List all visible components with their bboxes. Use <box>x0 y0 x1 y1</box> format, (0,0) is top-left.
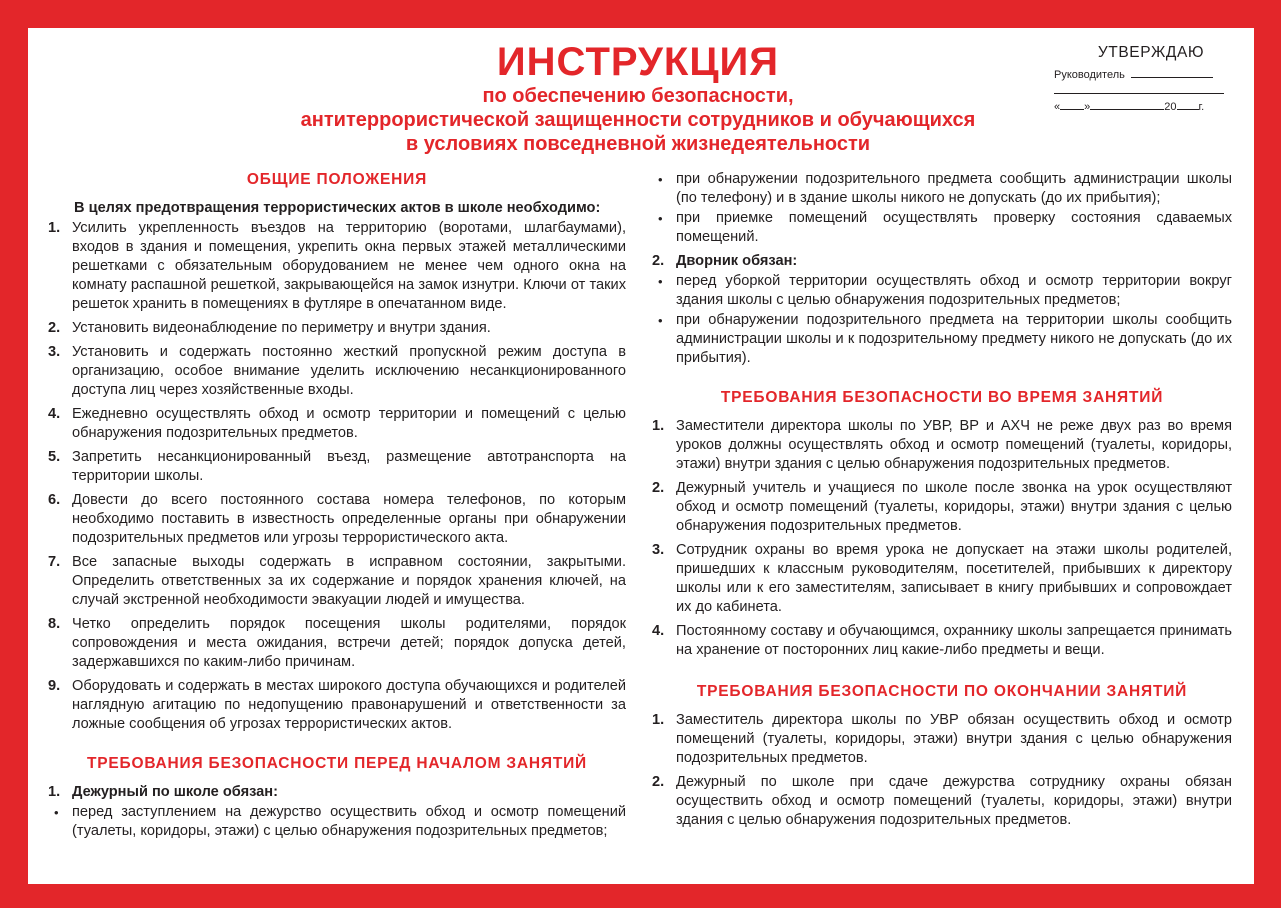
poster-header <box>208 40 1068 156</box>
poster-title: ИНСТРУКЦИЯ <box>496 40 780 84</box>
poster-subtitle-1: по обеспечению безопасности, <box>482 85 794 107</box>
approval-block <box>1054 44 1234 114</box>
before-group1-bullets-right <box>652 170 1232 247</box>
before-group2-num: 2. <box>652 253 665 269</box>
general-item-text: Все запасные выходы содержать в исправном состоянии, закрытыми. Определить ответственных за их содержание и порядок хранения ключей, на случай экстренной необходимости эвакуации людей и имущества. <box>72 554 626 608</box>
approval-name-line <box>1054 82 1234 98</box>
before-group1-bullets-left <box>48 803 626 841</box>
general-item <box>48 343 626 400</box>
after-item <box>652 711 1232 768</box>
bullet-icon: • <box>658 211 663 226</box>
before-group2-bullets <box>652 272 1232 368</box>
general-item <box>48 615 626 672</box>
before-group2-title: Дворник обязан: <box>676 253 798 269</box>
general-item <box>48 553 626 610</box>
approval-title: УТВЕРЖДАЮ <box>1097 44 1205 61</box>
before-group1-bullet-text: перед заступлением на дежурство осуществить обход и осмотр помещений (туалеты, коридоры, этажи) с целью обнаружения подозрительных предметов; <box>72 804 626 839</box>
general-item <box>48 219 626 314</box>
before-group1-title-row <box>48 783 626 802</box>
general-item <box>48 491 626 548</box>
left-column <box>48 170 626 842</box>
general-item-number: 7. <box>48 554 61 570</box>
poster-subtitle-2: антитеррористической защищенности сотрудников и обучающихся <box>300 109 976 131</box>
after-item-number: 1. <box>652 712 665 728</box>
during-item-text: Постоянному составу и обучающимся, охраннику школы запрещается принимать на хранение от посторонних лиц какие-либо предметы и вещи. <box>676 623 1232 658</box>
general-item-number: 3. <box>48 344 61 360</box>
after-item-text: Заместитель директора школы по УВР обязан осуществить обход и осмотр помещений (туалеты, коридоры, этажи) внутри здания с целью обнаружения подозрительных предметов. <box>676 712 1232 766</box>
section-before-heading: ТРЕБОВАНИЯ БЕЗОПАСНОСТИ ПЕРЕД НАЧАЛОМ ЗАНЯТИЙ <box>86 755 587 772</box>
general-item <box>48 319 626 338</box>
general-item <box>48 405 626 443</box>
approval-name-underline <box>1054 82 1224 94</box>
general-item-number: 9. <box>48 678 61 694</box>
general-item-number: 5. <box>48 449 61 465</box>
during-item <box>652 541 1232 617</box>
approval-signature-line <box>1131 66 1213 78</box>
during-list <box>652 417 1232 660</box>
general-item-text: Четко определить порядок посещения школы родителями, порядок сопровождения и места ожидания, встречи детей; порядок допуска детей, задержавшихся по каким-либо причинам. <box>72 616 626 670</box>
during-item <box>652 622 1232 660</box>
during-item-number: 2. <box>652 480 665 496</box>
general-item-text: Усилить укрепленность въездов на территорию (воротами, шлагбаумами), входов в здания и помещения, укрепить окна первых этажей металлическими решетками с обязательным оборудованием не менее чем одного окна на комнату распашной решеткой, закрывающейся на замок изнутри. Ключи от таких решеток хранить в помещениях в футляре в опечатанном виде. <box>72 220 626 312</box>
during-item-text: Сотрудник охраны во время урока не допускает на этажи школы родителей, пришедших к классным руководителям, посетителей, прибывших к директору школы или к его заместителям, записывает в книгу прибывших и сопровождает их до кабинета. <box>676 542 1232 615</box>
section-general-heading: ОБЩИЕ ПОЛОЖЕНИЯ <box>246 171 428 188</box>
before-group1-bullet <box>652 209 1232 247</box>
after-item-text: Дежурный по школе при сдаче дежурства сотруднику охраны обязан осуществить обход и осмотр помещений (туалеты, коридоры, этажи) внутри здания с целью обнаружения подозрительных предметов. <box>676 774 1232 828</box>
during-item-number: 3. <box>652 542 665 558</box>
after-item <box>652 773 1232 830</box>
before-group1-num: 1. <box>48 784 61 800</box>
general-item-text: Запретить несанкционированный въезд, размещение автотранспорта на территории школы. <box>72 449 626 484</box>
general-intro: В целях предотвращения террористических актов в школе необходимо: <box>74 200 601 216</box>
general-item-number: 1. <box>48 220 61 236</box>
during-item <box>652 479 1232 536</box>
poster-subtitle-3: в условиях повседневной жизнедеятельности <box>405 133 871 155</box>
before-group1-bullet <box>48 803 626 841</box>
before-group1-bullet-text: при обнаружении подозрительного предмета сообщить администрации школы (по телефону) и в здание школы никого не допускать (до их прибытия); <box>676 171 1232 206</box>
general-item-text: Установить и содержать постоянно жесткий пропускной режим доступа в организацию, особое внимание уделить исключению несанкционированного доступа лиц через хозяйственные входы. <box>72 344 626 398</box>
section-after-heading: ТРЕБОВАНИЯ БЕЗОПАСНОСТИ ПО ОКОНЧАНИИ ЗАНЯТИЙ <box>696 683 1188 700</box>
approval-head-line <box>1054 66 1234 82</box>
bullet-icon: • <box>658 274 663 289</box>
during-item-text: Заместители директора школы по УВР, ВР и АХЧ не реже двух раз во время уроков должны осуществлять обход и осмотр помещений (туалеты, коридоры, этажи) внутри здания с целью обнаружения подозрительных предметов. <box>676 418 1232 472</box>
before-group1-bullet-text: при приемке помещений осуществлять проверку состояния сдаваемых помещений. <box>676 210 1232 245</box>
during-item-number: 4. <box>652 623 665 639</box>
bullet-icon: • <box>54 805 59 820</box>
general-item-text: Оборудовать и содержать в местах широкого доступа обучающихся и родителей наглядную агитацию по недопущению правонарушений и ответственности за ложные сообщения об угрозах террористических актов. <box>72 678 626 732</box>
bullet-icon: • <box>658 313 663 328</box>
during-item-number: 1. <box>652 418 665 434</box>
general-item-text: Установить видеонаблюдение по периметру и внутри здания. <box>72 320 491 336</box>
before-group2-bullet-text: при обнаружении подозрительного предмета на территории школы сообщить администрации школы и к подозрительному предмету никого не допускать (до их прибытия). <box>676 312 1232 366</box>
general-list <box>48 219 626 734</box>
after-item-number: 2. <box>652 774 665 790</box>
general-item-text: Ежедневно осуществлять обход и осмотр территории и помещений с целью обнаружения подозрительных предметов. <box>72 406 626 441</box>
approval-date-line: « » 20 г. <box>1054 98 1234 114</box>
general-item-number: 2. <box>48 320 61 336</box>
before-group2-bullet <box>652 311 1232 368</box>
general-item-number: 4. <box>48 406 61 422</box>
before-group2-title-row <box>652 252 1232 271</box>
before-group1-bullet <box>652 170 1232 208</box>
before-group2-bullet <box>652 272 1232 310</box>
during-item-text: Дежурный учитель и учащиеся по школе после звонка на урок осуществляют обход и осмотр помещений (туалеты, коридоры, этажи) внутри здания с целью обнаружения подозрительных предметов. <box>676 480 1232 534</box>
before-group1-title: Дежурный по школе обязан: <box>72 784 278 800</box>
approval-head-label: Руководитель <box>1054 69 1125 81</box>
general-item <box>48 677 626 734</box>
general-item <box>48 448 626 486</box>
during-item <box>652 417 1232 474</box>
before-group2-bullet-text: перед уборкой территории осуществлять обход и осмотр территории вокруг здания школы с целью обнаружения подозрительных предметов; <box>676 273 1232 308</box>
instruction-poster <box>28 28 1254 884</box>
general-item-text: Довести до всего постоянного состава номера телефонов, по которым необходимо поставить в известность определенные органы при обнаружении подозрительных предметов или угрозы террористического акта. <box>72 492 626 546</box>
after-list <box>652 711 1232 830</box>
bullet-icon: • <box>658 172 663 187</box>
right-column <box>652 170 1232 835</box>
general-item-number: 8. <box>48 616 61 632</box>
general-item-number: 6. <box>48 492 61 508</box>
section-during-heading: ТРЕБОВАНИЯ БЕЗОПАСНОСТИ ВО ВРЕМЯ ЗАНЯТИЙ <box>720 389 1164 406</box>
